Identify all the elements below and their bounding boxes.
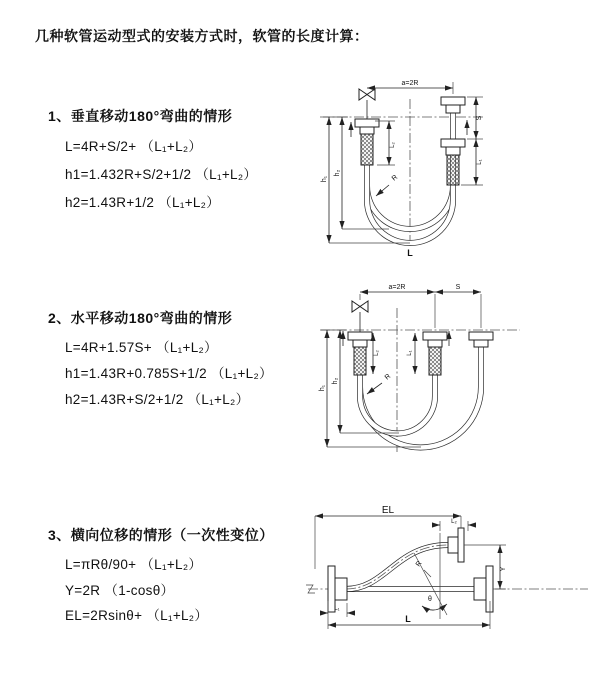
dim-label-l1: L₁ [477,159,483,165]
dimension-width [367,80,453,94]
dimension-fitting-top [432,519,476,531]
formula-3-el: EL=2Rsinθ+ （L₁+L₂） [65,608,209,623]
diagram-lateral-displacement [300,503,600,645]
dimension-fittings [373,333,415,374]
centerlines [320,308,520,452]
dim-label-l2: L₂ [451,519,457,525]
valve-icon [359,89,375,119]
fittings [348,332,493,375]
dim-label-y: Y [500,566,507,572]
dimension-top [360,284,481,328]
flanges [328,528,493,612]
dimension-heights [319,330,421,447]
diagram-horizontal-180-bend [315,280,600,460]
dim-label-a2r: a=2R [388,284,406,291]
dim-label-s: S [476,115,483,121]
valve-icon [352,301,368,332]
radius-callout [376,174,399,196]
dim-label-l1: L₁ [334,606,340,612]
dim-label-h2: h₂ [332,377,339,385]
formula-3-length: L=πRθ/90+ （L₁+L₂） [65,557,203,572]
formula-1-h2: h2=1.43R+1/2 （L₁+L₂） [65,195,221,210]
diagram-vertical-180-bend [315,77,600,259]
formula-1-h1: h1=1.432R+S/2+1/2 （L₁+L₂） [65,167,258,182]
section-1-heading: 1、垂直移动180°弯曲的情形 [48,108,233,124]
dim-label-s: S [455,284,461,291]
formula-2-h2: h2=1.43R+S/2+1/2 （L₁+L₂） [65,392,250,407]
dim-label-h1: h₁ [319,384,326,392]
dim-label-length: L [407,248,413,258]
dim-label-r: R [390,173,400,183]
section-2-heading: 2、水平移动180°弯曲的情形 [48,310,233,326]
dimension-fitting-left [375,121,396,165]
dim-label-length: L [405,614,411,624]
formula-2-length: L=4R+1.57S+ （L₁+L₂） [65,340,218,355]
dimension-el [315,505,461,569]
centerlines [320,99,485,247]
hose-tubes [360,346,481,448]
formula-1-length: L=4R+S/2+ （L₁+L₂） [65,139,203,154]
dimension-bottom [320,601,490,629]
dim-label-el: EL [381,505,395,516]
radius-callout [367,373,392,394]
dim-label-h2: h₂ [334,169,341,177]
right-fittings [441,97,465,185]
dim-label-r: R [383,372,393,382]
dim-label-r: R [414,559,424,569]
dim-label-l1: L₁ [407,350,413,356]
formula-3-y: Y=2R （1-cosθ） [65,583,175,598]
page-title: 几种软管运动型式的安装方式时，软管的长度计算： [35,28,369,44]
dim-label-theta: θ [428,596,432,603]
dim-label-h1: h₁ [321,175,328,183]
dim-label-a2r: a=2R [401,80,419,87]
dim-label-l2: L₂ [390,142,396,148]
dim-label-l2: L₂ [374,350,380,356]
left-fitting [355,119,379,165]
formula-2-h1: h1=1.43R+0.785S+1/2 （L₁+L₂） [65,366,273,381]
section-3-heading: 3、横向位移的情形（一次性变位） [48,527,274,543]
